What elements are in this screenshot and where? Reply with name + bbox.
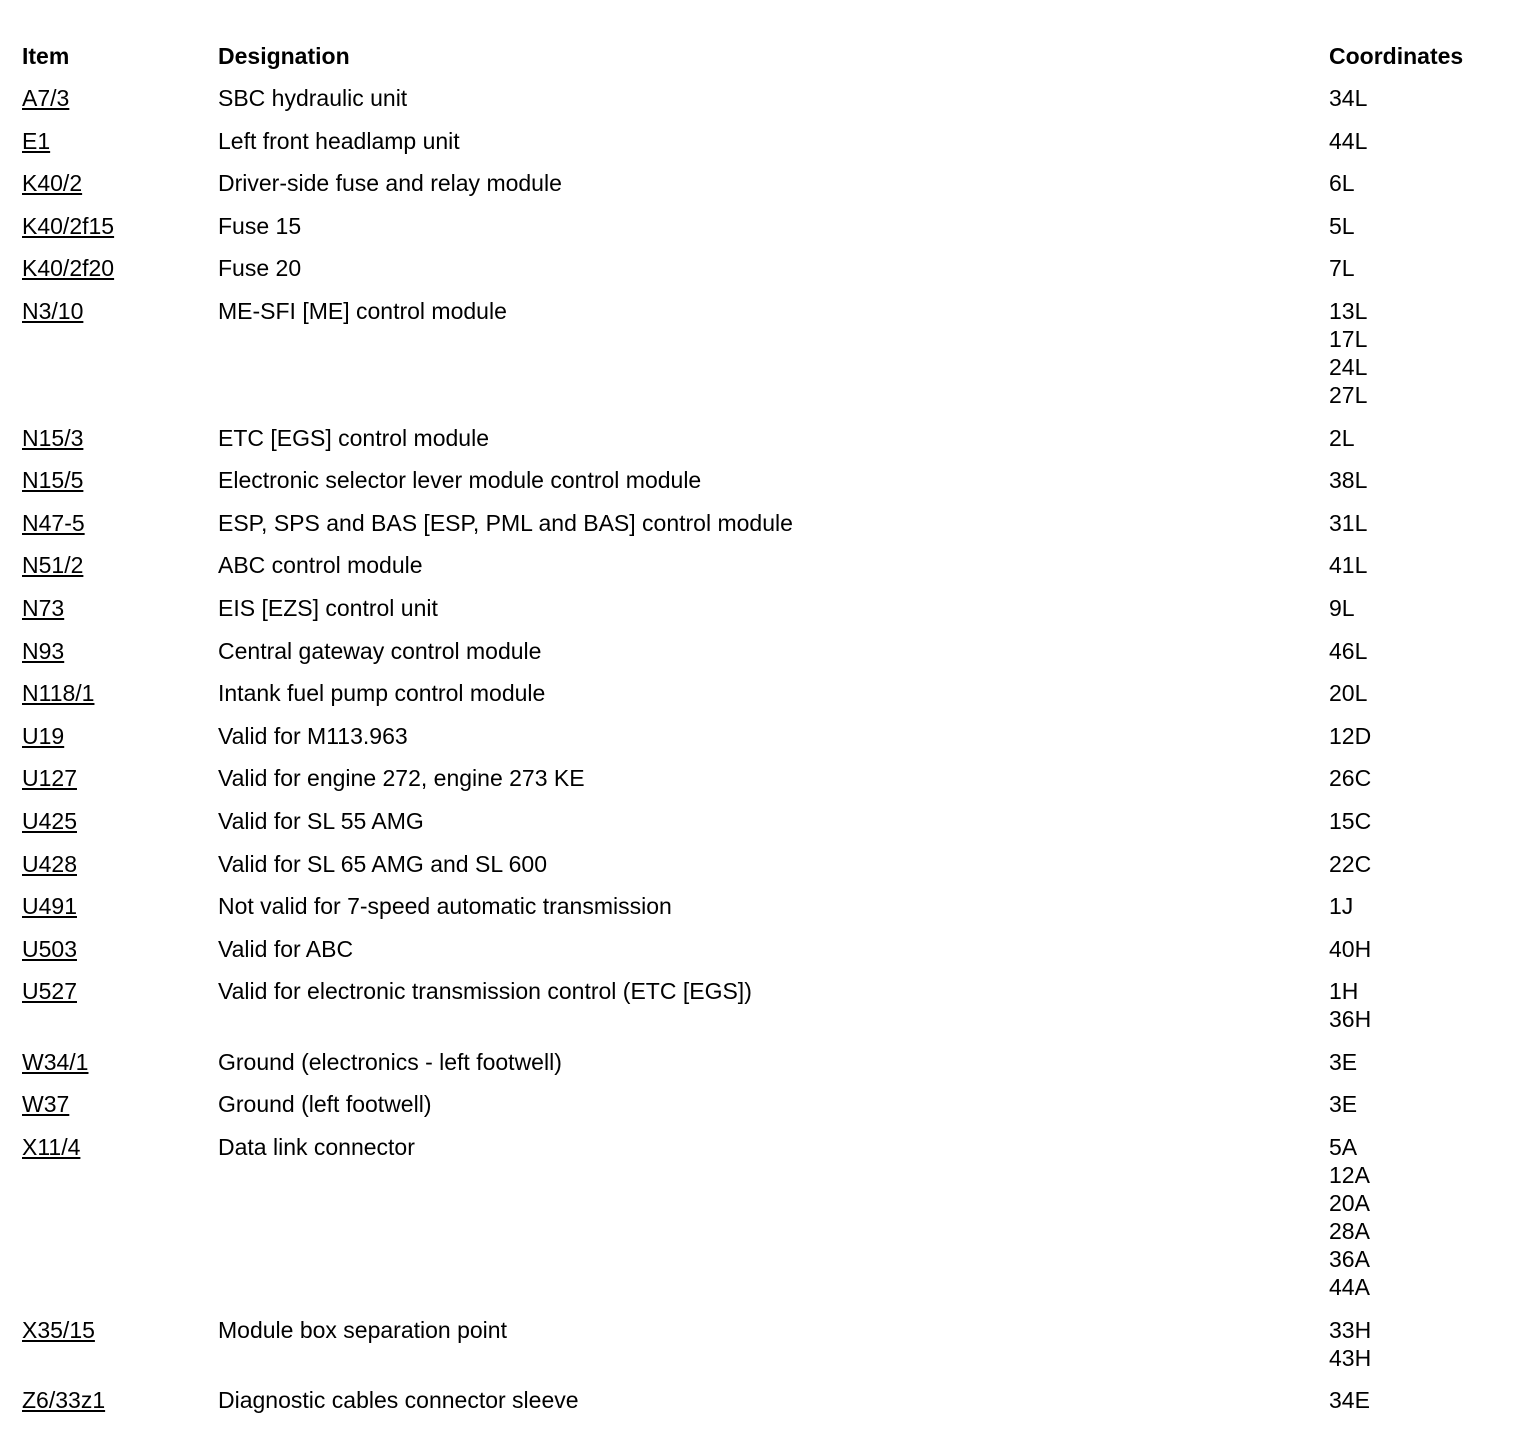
designation-cell: Valid for ABC [218,935,354,962]
table-row [22,84,1502,127]
designation-cell: SBC hydraulic unit [218,85,408,111]
item-link[interactable]: N3/10 [22,297,84,324]
designation-cell: Valid for M113.963 [218,722,408,749]
item-cell [22,594,218,622]
item-cell [22,254,218,282]
designation-cell: Ground (electronics - left footwell) [218,1048,562,1075]
component-table [22,42,1502,1429]
table-row [22,807,1502,850]
item-cell [22,850,218,878]
item-link[interactable]: U428 [22,850,77,877]
header-designation: Designation [218,43,350,69]
coordinate-value: 12D [1329,722,1372,749]
table-row [22,679,1502,722]
coordinate-value: 2L [1329,424,1355,451]
coordinate-value: 44L [1329,127,1368,154]
designation-cell: Electronic selector lever module control module [218,467,702,494]
coordinates-cell [1329,1386,1502,1414]
coordinate-value: 38L [1329,467,1368,494]
item-cell [22,807,218,835]
table-row [22,977,1502,1048]
item-link[interactable]: U425 [22,807,77,834]
coordinate-value: 36A [1329,1246,1370,1273]
item-cell [22,466,218,494]
designation-cell: Driver-side fuse and relay module [218,170,562,197]
designation-cell: Fuse 20 [218,255,302,282]
coordinates-cell [1329,1090,1502,1118]
item-link[interactable]: X35/15 [22,1316,95,1343]
coordinate-value: 44A [1329,1274,1370,1301]
item-link[interactable]: U503 [22,935,77,962]
coordinates-cell [1329,807,1502,835]
designation-cell: Not valid for 7-speed automatic transmission [218,893,672,920]
item-link[interactable]: N73 [22,594,65,621]
item-cell [22,1133,218,1161]
item-cell [22,169,218,197]
table-row [22,466,1502,509]
coordinates-cell [1329,212,1502,240]
coordinates-cell [1329,594,1502,622]
coordinates-cell [1329,935,1502,963]
coordinate-value: 5L [1329,212,1355,239]
coordinates-cell [1329,764,1502,792]
item-cell [22,1048,218,1076]
table-row [22,1386,1502,1429]
coordinates-cell [1329,977,1502,1033]
coordinate-value: 28A [1329,1218,1370,1245]
coordinate-value: 1J [1329,893,1354,920]
table-row [22,850,1502,893]
item-cell [22,551,218,579]
designation-cell: Valid for SL 55 AMG [218,807,424,834]
designation-cell: Module box separation point [218,1316,507,1343]
table-row [22,127,1502,170]
item-link[interactable]: N47-5 [22,509,85,536]
item-cell [22,127,218,155]
table-row [22,1133,1502,1316]
item-link[interactable]: N93 [22,637,65,664]
table-row [22,594,1502,637]
item-cell [22,977,218,1005]
coordinate-value: 26C [1329,765,1372,792]
designation-cell: ETC [EGS] control module [218,424,489,451]
table-row [22,935,1502,978]
table-row [22,212,1502,255]
coordinate-value: 24L [1329,353,1368,380]
item-cell [22,935,218,963]
item-cell [22,84,218,112]
table-row [22,764,1502,807]
designation-cell: ABC control module [218,552,423,579]
table-row [22,1316,1502,1387]
coordinates-cell [1329,1133,1502,1301]
coordinate-value: 7L [1329,255,1355,282]
designation-cell: Valid for SL 65 AMG and SL 600 [218,850,548,877]
item-cell [22,722,218,750]
item-link[interactable]: Z6/33z1 [22,1387,106,1414]
designation-cell: Data link connector [218,1134,415,1161]
coordinate-value: 20L [1329,680,1368,707]
coordinates-cell [1329,850,1502,878]
coordinate-value: 33H [1329,1316,1372,1343]
coordinate-value: 27L [1329,381,1368,408]
designation-cell: Left front headlamp unit [218,127,460,154]
coordinate-value: 34L [1329,85,1368,111]
table-row [22,254,1502,297]
item-link[interactable]: X11/4 [22,1134,81,1161]
item-cell [22,679,218,707]
table-row [22,1090,1502,1133]
coordinates-cell [1329,466,1502,494]
item-link[interactable]: A7/3 [22,85,70,111]
designation-cell: Central gateway control module [218,637,542,664]
item-link[interactable]: N15/3 [22,424,84,451]
item-link[interactable]: K40/2f20 [22,255,115,282]
coordinate-value: 17L [1329,325,1368,352]
coordinate-value: 6L [1329,170,1355,197]
coordinate-value: 41L [1329,552,1368,579]
coordinates-cell [1329,254,1502,282]
item-cell [22,424,218,452]
item-link[interactable]: U19 [22,722,65,749]
designation-cell: ME-SFI [ME] control module [218,297,507,324]
coordinate-value: 46L [1329,637,1368,664]
table-row [22,892,1502,935]
item-cell [22,1316,218,1344]
item-link[interactable]: E1 [22,127,51,154]
item-cell [22,1090,218,1118]
table-row [22,297,1502,424]
designation-cell: Fuse 15 [218,212,302,239]
coordinates-cell [1329,297,1502,409]
table-row [22,1048,1502,1091]
table-row [22,509,1502,552]
coordinates-cell [1329,169,1502,197]
item-link[interactable]: K40/2f15 [22,212,115,239]
coordinates-cell [1329,127,1502,155]
item-cell [22,892,218,920]
coordinates-cell [1329,1048,1502,1076]
item-cell [22,212,218,240]
coordinate-value: 1H [1329,978,1359,1005]
table-row [22,424,1502,467]
item-cell [22,1386,218,1414]
coordinate-value: 22C [1329,850,1372,877]
designation-cell: EIS [EZS] control unit [218,594,438,621]
item-link[interactable]: W34/1 [22,1048,89,1075]
coordinates-cell [1329,679,1502,707]
table-row [22,722,1502,765]
item-cell [22,297,218,325]
item-cell [22,764,218,792]
item-link[interactable]: N15/5 [22,467,84,494]
item-link[interactable]: U127 [22,765,77,792]
coordinate-value: 43H [1329,1344,1372,1371]
designation-cell: Ground (left footwell) [218,1091,432,1118]
coordinate-value: 36H [1329,1006,1372,1033]
coordinates-cell [1329,892,1502,920]
coordinates-cell [1329,722,1502,750]
table-row [22,551,1502,594]
coordinates-cell [1329,509,1502,537]
table-body [22,84,1502,1429]
coordinate-value: 40H [1329,935,1372,962]
item-link[interactable]: U491 [22,893,77,920]
item-link[interactable]: N51/2 [22,552,84,579]
table-row [22,169,1502,212]
coordinates-cell [1329,424,1502,452]
coordinate-value: 15C [1329,807,1372,834]
coordinates-cell [1329,551,1502,579]
designation-cell: Valid for electronic transmission control (ETC [EGS]) [218,978,752,1005]
coordinate-value: 9L [1329,594,1355,621]
designation-cell: Intank fuel pump control module [218,680,546,707]
item-link[interactable]: K40/2 [22,170,83,197]
coordinates-cell [1329,637,1502,665]
item-cell [22,509,218,537]
coordinate-value: 3E [1329,1048,1358,1075]
item-link[interactable]: N118/1 [22,680,95,707]
coordinate-value: 31L [1329,509,1368,536]
coordinates-cell [1329,84,1502,112]
header-item: Item [22,43,70,69]
coordinates-cell [1329,1316,1502,1372]
table-header [22,42,1502,84]
designation-cell: Diagnostic cables connector sleeve [218,1387,579,1414]
coordinate-value: 12A [1329,1162,1370,1189]
designation-cell: Valid for engine 272, engine 273 KE [218,765,585,792]
item-link[interactable]: W37 [22,1091,70,1118]
coordinate-value: 13L [1329,297,1368,324]
coordinate-value: 20A [1329,1190,1370,1217]
designation-cell: ESP, SPS and BAS [ESP, PML and BAS] control module [218,509,793,536]
header-coordinates: Coordinates [1329,43,1464,69]
coordinate-value: 34E [1329,1387,1370,1414]
table-row [22,637,1502,680]
item-cell [22,637,218,665]
item-link[interactable]: U527 [22,978,77,1005]
coordinate-value: 5A [1329,1134,1358,1161]
coordinate-value: 3E [1329,1091,1358,1118]
